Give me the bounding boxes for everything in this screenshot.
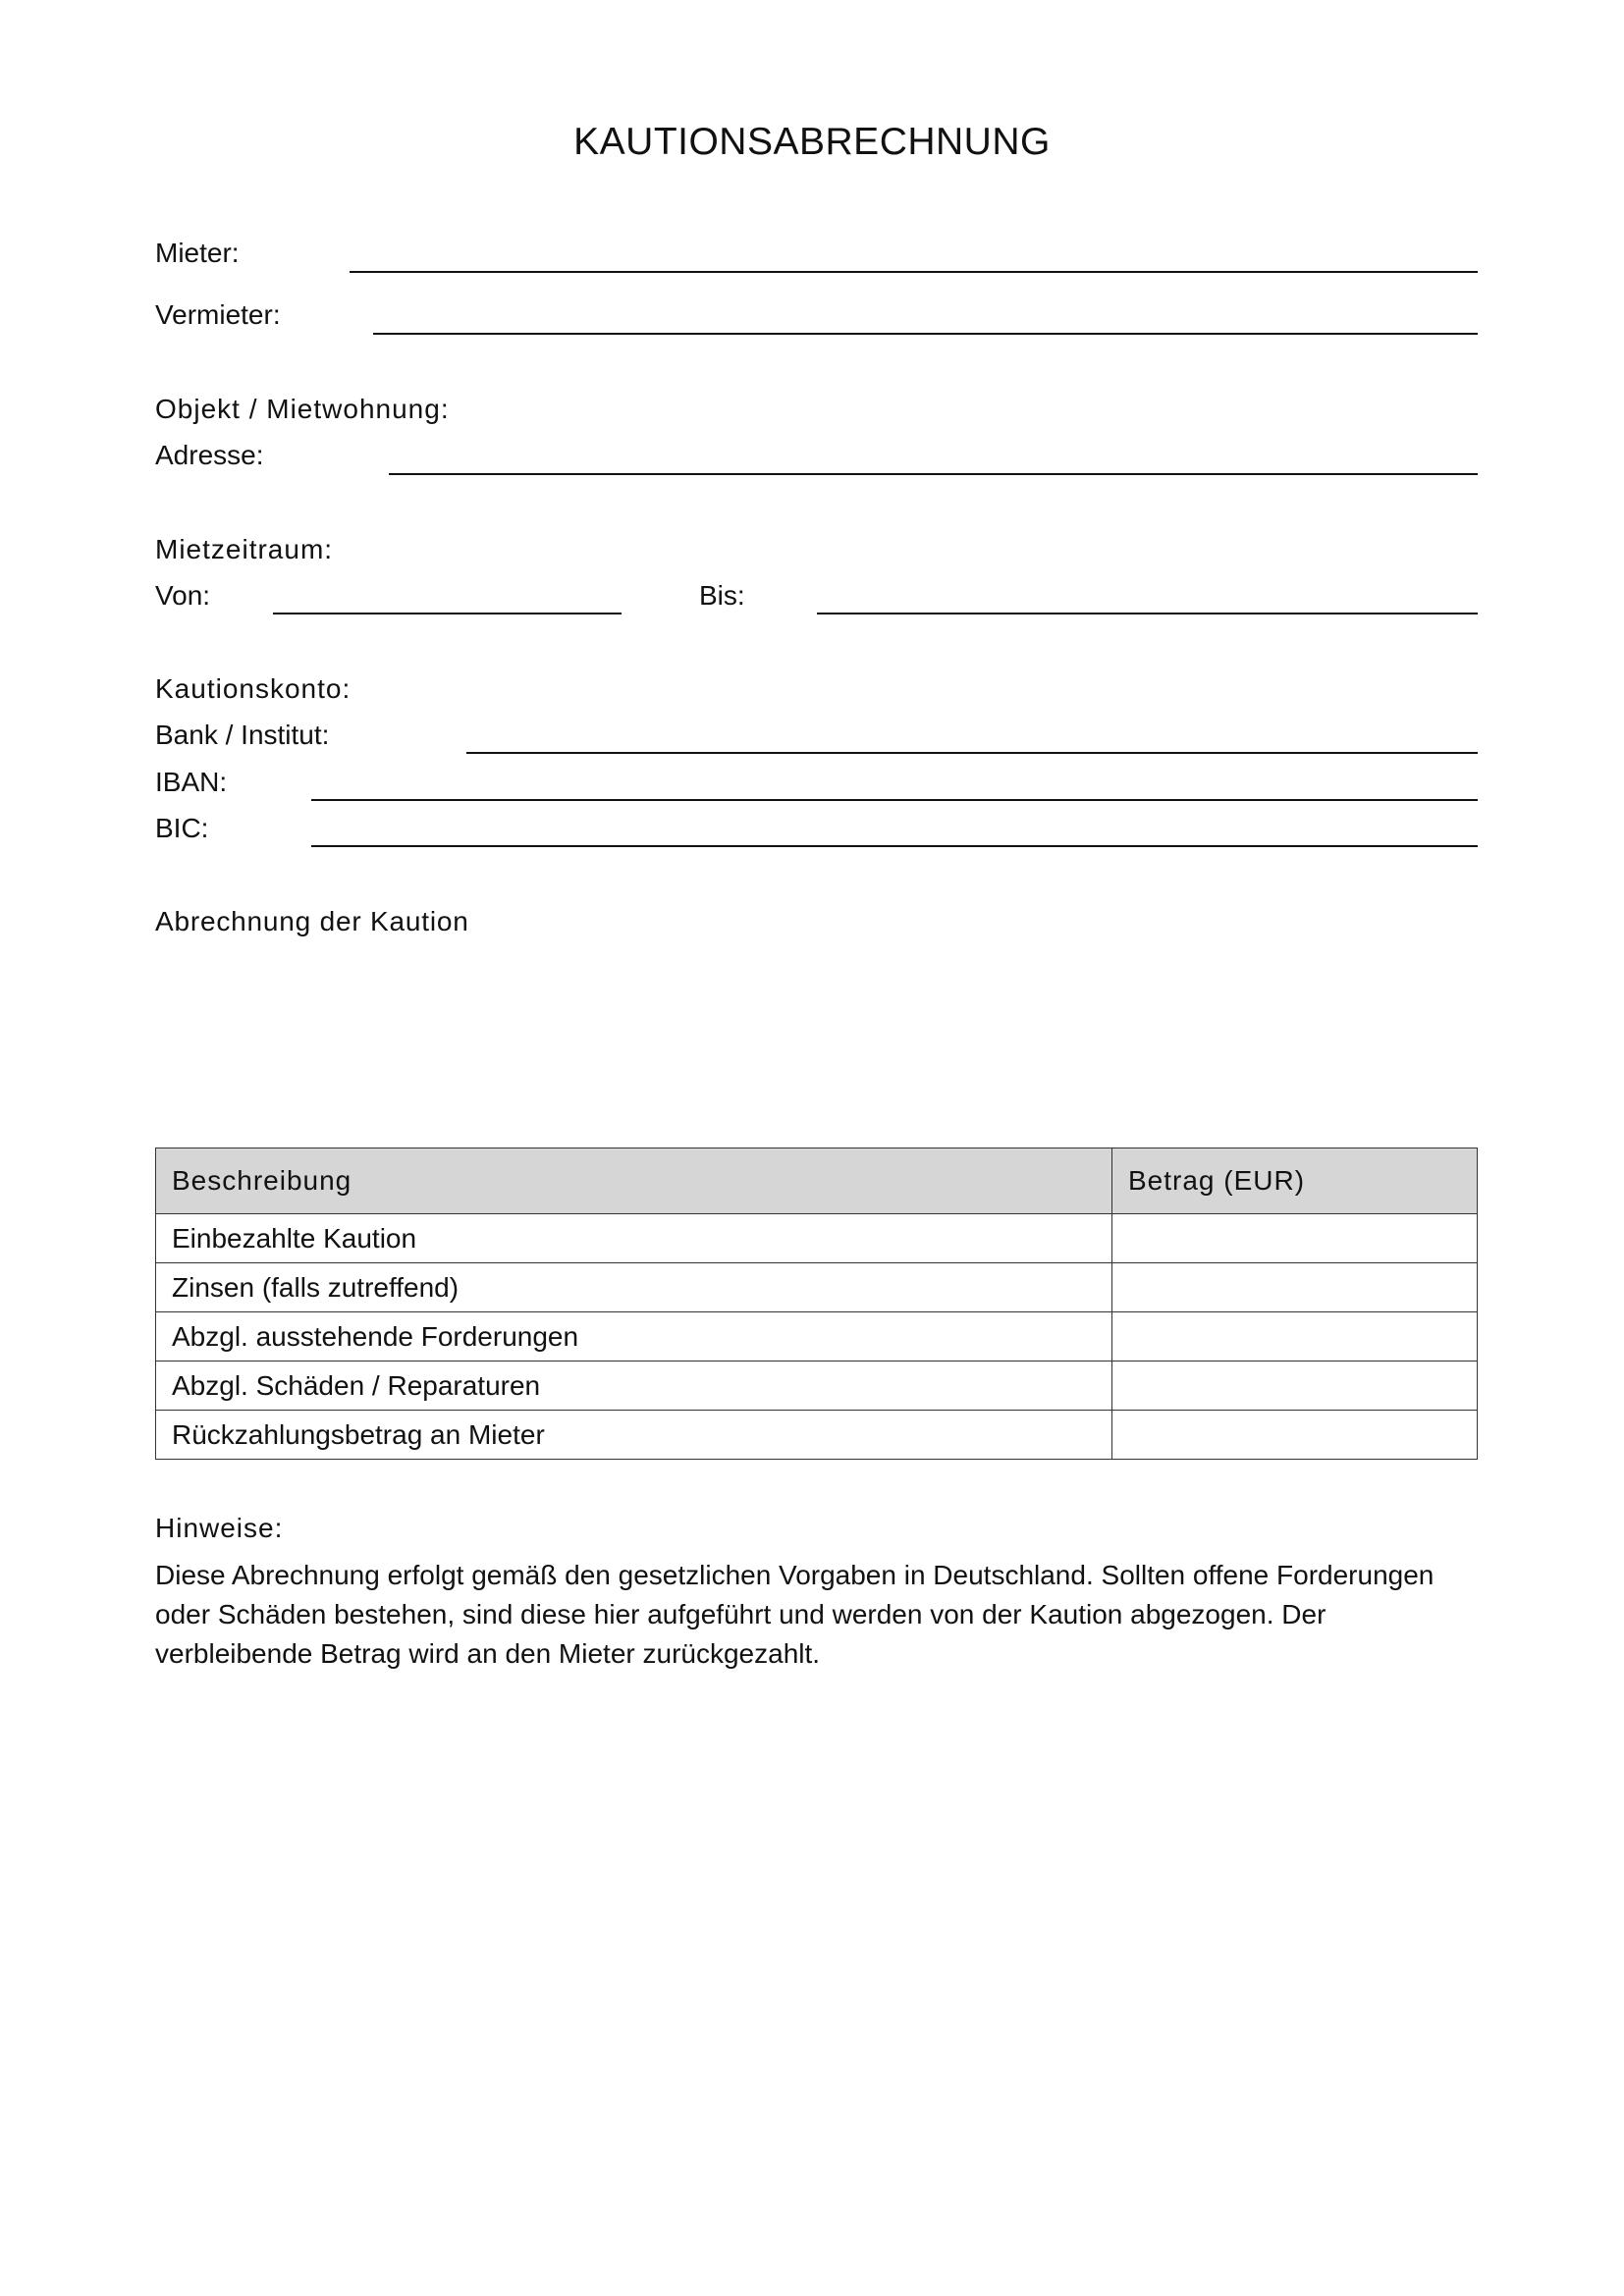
objekt-heading: Objekt / Mietwohnung: — [155, 394, 450, 424]
table-header-row — [156, 1148, 1478, 1214]
row-description: Abzgl. Schäden / Reparaturen — [156, 1362, 1112, 1411]
column-header-beschreibung: Beschreibung — [156, 1148, 1112, 1214]
table-row — [156, 1411, 1478, 1460]
mieter-label: Mieter: — [155, 238, 240, 268]
row-description: Rückzahlungsbetrag an Mieter — [156, 1411, 1112, 1460]
bis-label: Bis: — [699, 580, 745, 611]
row-description: Einbezahlte Kaution — [156, 1214, 1112, 1263]
table-row — [156, 1362, 1478, 1411]
notes-heading: Hinweise: — [155, 1513, 284, 1543]
abrechnung-heading: Abrechnung der Kaution — [155, 906, 469, 936]
notes-text: Diese Abrechnung erfolgt gemäß den gesetzlichen Vorgaben in Deutschland. Sollten offene Forderungen oder Schäden bestehen, sind diese hier aufgeführt und werden von der Kaution abgezogen. Der verbleibende Betrag wird an den Mieter zurückgezahlt. — [155, 1560, 1435, 1669]
adresse-field[interactable] — [389, 473, 1478, 475]
column-header-betrag: Betrag (EUR) — [1112, 1148, 1478, 1214]
von-label: Von: — [155, 580, 211, 611]
page-title: KAUTIONSABRECHNUNG — [573, 121, 1051, 163]
row-amount-cell[interactable] — [1112, 1263, 1478, 1312]
adresse-label: Adresse: — [155, 440, 264, 470]
row-amount-cell[interactable] — [1112, 1411, 1478, 1460]
deposit-table — [155, 1148, 1478, 1460]
vermieter-field[interactable] — [373, 333, 1478, 335]
bank-field[interactable] — [466, 752, 1478, 754]
bank-label: Bank / Institut: — [155, 720, 330, 750]
iban-field[interactable] — [311, 799, 1478, 801]
table-row — [156, 1263, 1478, 1312]
row-amount-cell[interactable] — [1112, 1214, 1478, 1263]
row-description: Abzgl. ausstehende Forderungen — [156, 1312, 1112, 1362]
row-amount-cell[interactable] — [1112, 1312, 1478, 1362]
bic-label: BIC: — [155, 813, 209, 843]
vermieter-label: Vermieter: — [155, 299, 281, 330]
table-row — [156, 1312, 1478, 1362]
iban-label: IBAN: — [155, 767, 228, 797]
mietzeitraum-heading: Mietzeitraum: — [155, 534, 334, 564]
bic-field[interactable] — [311, 845, 1478, 847]
bis-field[interactable] — [817, 613, 1478, 614]
row-description: Zinsen (falls zutreffend) — [156, 1263, 1112, 1312]
table-row — [156, 1214, 1478, 1263]
von-field[interactable] — [273, 613, 622, 614]
mieter-field[interactable] — [350, 271, 1478, 273]
row-amount-cell[interactable] — [1112, 1362, 1478, 1411]
kautionskonto-heading: Kautionskonto: — [155, 673, 352, 704]
